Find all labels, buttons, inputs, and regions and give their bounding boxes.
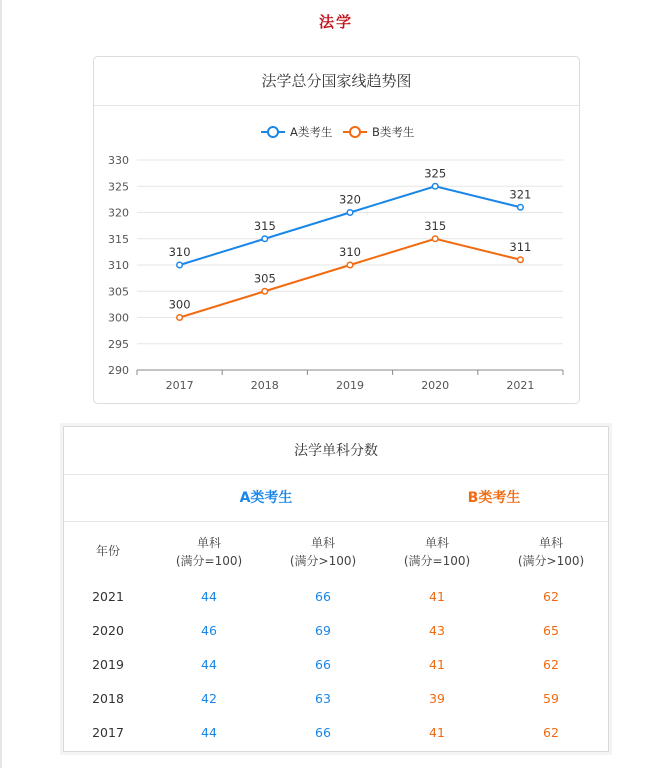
data-point [177, 262, 183, 268]
data-point [347, 210, 353, 216]
data-point [518, 257, 524, 263]
table-row [64, 648, 608, 682]
page-left-border [0, 0, 2, 768]
cell-year: 2017 [92, 725, 124, 740]
cell-b-over100: 65 [543, 623, 559, 638]
data-point [262, 236, 268, 242]
col-header-label: 单科 [310, 536, 335, 550]
col-header-sub: (满分=100) [403, 554, 471, 568]
data-point [347, 262, 353, 268]
cell-b-100: 41 [429, 657, 445, 672]
cell-a-100: 46 [201, 623, 217, 638]
table-row [64, 580, 608, 614]
cell-a-over100: 66 [315, 657, 331, 672]
legend-label: B类考生 [372, 125, 415, 139]
group-header-row [64, 475, 608, 522]
table-title: 法学单科分数 [64, 427, 608, 475]
cell-a-100: 44 [201, 589, 217, 604]
legend-marker [350, 127, 360, 137]
data-label: 305 [253, 271, 276, 286]
x-tick-label: 2017 [165, 379, 194, 392]
group-b-label: B类考生 [467, 490, 521, 506]
cell-year: 2020 [92, 623, 124, 638]
table-row [64, 716, 608, 750]
table-row [64, 614, 608, 648]
col-header-a-100 [152, 534, 266, 570]
x-tick-label: 2020 [421, 379, 450, 392]
data-label: 310 [168, 245, 191, 259]
data-label: 311 [509, 239, 532, 254]
cell-b-100: 39 [429, 691, 445, 706]
col-header-sub: (满分=100) [175, 554, 243, 568]
cell-b-100: 43 [429, 623, 445, 638]
cell-a-over100: 69 [315, 623, 331, 638]
y-tick-label: 310 [108, 259, 129, 272]
cell-b-over100: 59 [543, 691, 559, 706]
cell-year: 2018 [92, 691, 124, 706]
data-point [262, 288, 268, 294]
cell-year: 2021 [92, 589, 124, 604]
page-title: 法学 [318, 13, 353, 31]
data-label: 325 [424, 166, 447, 181]
y-tick-label: 315 [108, 232, 129, 246]
table-row [64, 682, 608, 716]
cell-a-over100: 66 [315, 589, 331, 604]
legend-marker [268, 127, 278, 137]
cell-a-over100: 63 [315, 691, 331, 706]
col-header-b-over100 [494, 534, 608, 570]
col-header-sub: (满分>100) [289, 554, 357, 568]
col-header-a-over100 [266, 534, 380, 570]
data-label: 310 [339, 245, 361, 259]
cell-a-100: 44 [201, 657, 217, 672]
y-tick-label: 330 [108, 154, 129, 167]
x-tick-label: 2021 [506, 379, 535, 392]
y-tick-label: 325 [108, 180, 129, 194]
cell-b-100: 41 [429, 725, 445, 740]
col-header-label: 单科 [424, 536, 449, 550]
data-label: 320 [339, 192, 361, 207]
data-point [518, 204, 524, 210]
data-label: 300 [168, 297, 191, 312]
col-header-label: 单科 [196, 536, 221, 550]
score-table-card [63, 426, 609, 752]
y-tick-label: 295 [108, 337, 129, 351]
cell-year: 2019 [92, 657, 124, 672]
cell-a-100: 42 [201, 691, 217, 706]
data-label: 321 [509, 187, 532, 202]
group-a-label: A类考生 [239, 490, 293, 506]
chart-title: 法学总分国家线趋势图 [94, 57, 579, 106]
y-tick-label: 290 [108, 364, 129, 377]
col-header-sub: (满分>100) [517, 554, 585, 568]
cell-a-over100: 66 [315, 725, 331, 740]
y-tick-label: 300 [108, 311, 129, 325]
col-header-label: 单科 [538, 536, 563, 550]
cell-b-over100: 62 [543, 657, 559, 672]
column-header-row [64, 522, 608, 580]
x-tick-label: 2019 [336, 379, 364, 392]
data-point [432, 183, 438, 189]
x-tick-label: 2018 [250, 379, 279, 392]
col-header-b-100 [380, 534, 494, 570]
table-body [64, 580, 608, 750]
data-label: 315 [253, 218, 276, 233]
data-point [432, 236, 438, 242]
col-header-year: 年份 [95, 544, 120, 558]
line-chart [94, 57, 581, 405]
y-tick-label: 320 [108, 206, 129, 220]
y-tick-label: 305 [108, 285, 129, 299]
chart-card [93, 56, 580, 404]
data-point [177, 315, 183, 321]
cell-b-over100: 62 [543, 725, 559, 740]
data-label: 315 [424, 218, 447, 233]
cell-b-100: 41 [429, 589, 445, 604]
legend-label: A类考生 [290, 125, 333, 139]
cell-a-100: 44 [201, 725, 217, 740]
cell-b-over100: 62 [543, 589, 559, 604]
